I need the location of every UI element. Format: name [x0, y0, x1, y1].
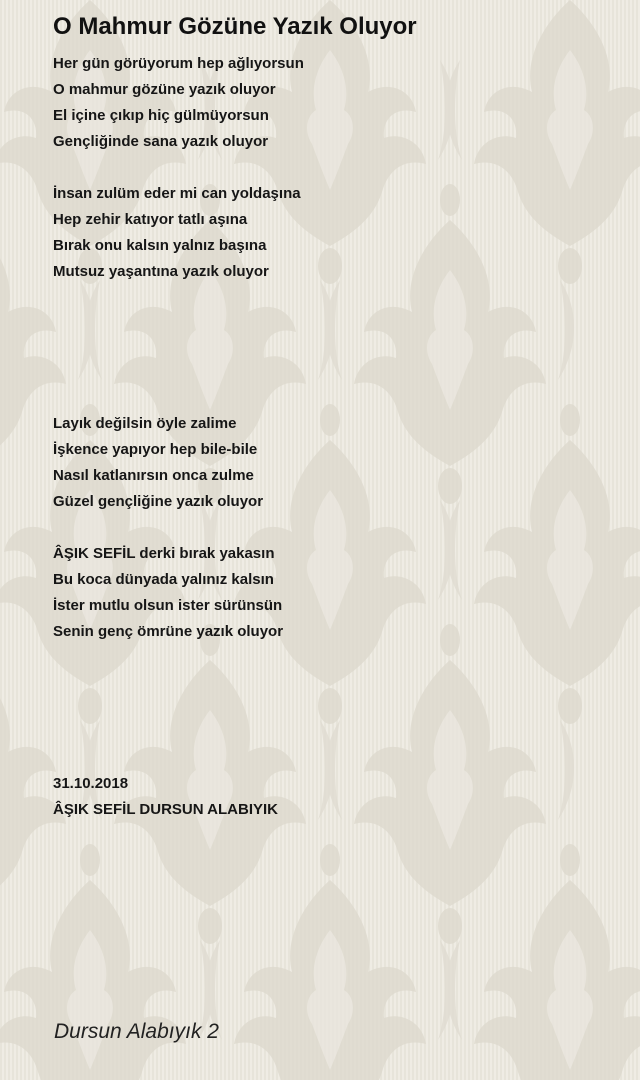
poem-line: Senin genç ömrüne yazık oluyor: [53, 623, 284, 640]
poem-line: İşkence yapıyor hep bile-bile: [53, 441, 258, 458]
poem-line: Her gün görüyorum hep ağlıyorsun: [53, 55, 304, 72]
poem-line: Gençliğinde sana yazık oluyor: [53, 133, 269, 150]
poem-line: İnsan zulüm eder mi can yoldaşına: [53, 185, 301, 202]
stanza-1: [53, 51, 304, 155]
poem-line: O mahmur gözüne yazık oluyor: [53, 81, 276, 98]
poem-author: ÂŞIK SEFİL DURSUN ALABIYIK: [53, 801, 279, 818]
poem-line: Layık değilsin öyle zalime: [53, 415, 237, 432]
poem-line: Güzel gençliğine yazık oluyor: [53, 493, 264, 510]
poem-line: Bu koca dünyada yalınız kalsın: [53, 571, 274, 588]
poem-line: Mutsuz yaşantına yazık oluyor: [53, 263, 269, 280]
stanza-4: [53, 541, 283, 645]
poem-line: Hep zehir katıyor tatlı aşına: [53, 211, 248, 228]
stanza-3: [53, 411, 263, 515]
poem-date: 31.10.2018: [53, 775, 129, 792]
stanza-2: [53, 181, 301, 285]
author-signature: Dursun Alabıyık 2: [54, 1020, 219, 1043]
poem-line: İster mutlu olsun ister sürünsün: [53, 597, 283, 614]
poem-line: El içine çıkıp hiç gülmüyorsun: [53, 107, 269, 124]
poem-line: Bırak onu kalsın yalnız başına: [53, 237, 267, 254]
poem-line: Nasıl katlanırsın onca zulme: [53, 467, 254, 484]
poem-title: O Mahmur Gözüne Yazık Oluyor: [53, 13, 417, 40]
poem-line: ÂŞIK SEFİL derki bırak yakasın: [53, 545, 275, 562]
